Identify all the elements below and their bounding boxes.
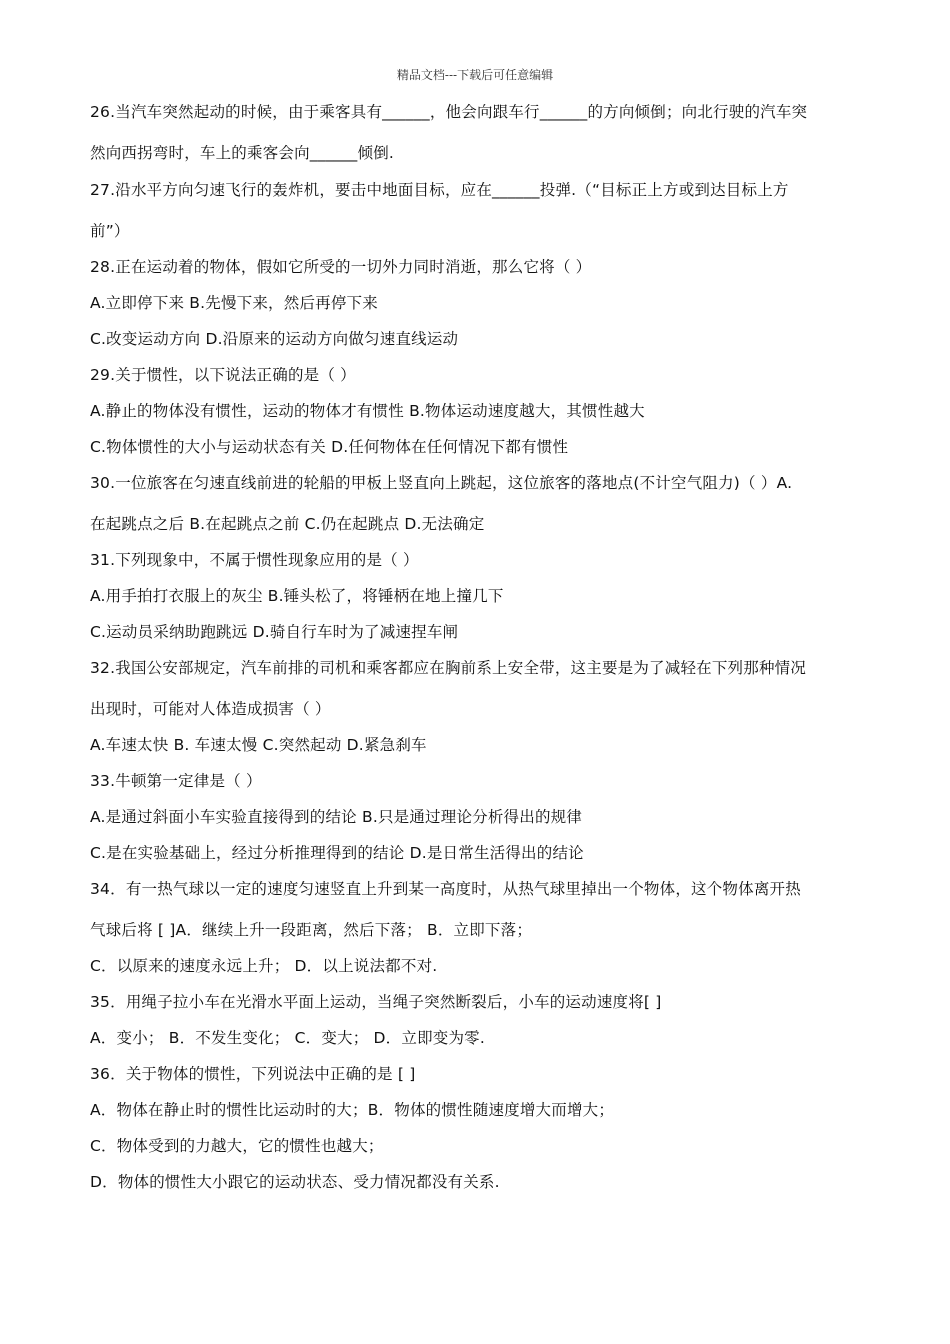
text-line-q31-options-ab: A.用手拍打衣服上的灰尘 B.锤头松了，将锤柄在地上撞几下 (90, 587, 504, 605)
text-line-q33: 33.牛顿第一定律是（ ） (90, 772, 262, 790)
text-line-q36-option-c: C．物体受到的力越大，它的惯性也越大； (90, 1137, 384, 1155)
text-line-q26-2: 然向西拐弯时，车上的乘客会向______倾倒. (90, 144, 395, 162)
text-line-q29-options-ab: A.静止的物体没有惯性，运动的物体才有惯性 B.物体运动速度越大，其惯性越大 (90, 402, 645, 420)
text-line-q29: 29.关于惯性，以下说法正确的是（ ） (90, 366, 356, 384)
text-line-q27-2: 前”） (90, 222, 130, 240)
text-line-q31: 31.下列现象中，不属于惯性现象应用的是（ ） (90, 551, 419, 569)
text-line-q33-options-ab: A.是通过斜面小车实验直接得到的结论 B.只是通过理论分析得出的规律 (90, 808, 583, 826)
text-line-q33-options-cd: C.是在实验基础上，经过分析推理得到的结论 D.是日常生活得出的结论 (90, 844, 584, 862)
text-line-q34-options-cd: C．以原来的速度永远上升； D．以上说法都不对. (90, 957, 438, 975)
text-line-q28-options-ab: A.立即停下来 B.先慢下来，然后再停下来 (90, 294, 378, 312)
text-line-q27-1: 27.沿水平方向匀速飞行的轰炸机，要击中地面目标，应在______投弹.（“目标正上方或到达目标上方 (90, 181, 789, 199)
text-line-q28-options-cd: C.改变运动方向 D.沿原来的运动方向做匀速直线运动 (90, 330, 459, 348)
text-line-q30-1: 30.一位旅客在匀速直线前进的轮船的甲板上竖直向上跳起，这位旅客的落地点(不计空气阻力)（ ）A. (90, 474, 793, 492)
text-line-q35: 35．用绳子拉小车在光滑水平面上运动，当绳子突然断裂后，小车的运动速度将[ ] (90, 993, 662, 1011)
text-line-q36-options-ab: A．物体在静止时的惯性比运动时的大；B．物体的惯性随速度增大而增大； (90, 1101, 615, 1119)
text-line-q35-options: A．变小； B．不发生变化； C．变大； D．立即变为零. (90, 1029, 486, 1047)
text-line-q31-options-cd: C.运动员采纳助跑跳远 D.骑自行车时为了减速捏车闸 (90, 623, 459, 641)
text-line-q32-2: 出现时，可能对人体造成损害（ ） (90, 700, 331, 718)
text-line-q32-1: 32.我国公安部规定，汽车前排的司机和乘客都应在胸前系上安全带，这主要是为了减轻在下列那种情况 (90, 659, 807, 677)
text-line-q36-option-d: D．物体的惯性大小跟它的运动状态、受力情况都没有关系. (90, 1173, 500, 1191)
page-header: 精品文档---下载后可任意编辑 (396, 68, 554, 82)
text-line-q36: 36．关于物体的惯性，下列说法中正确的是 [ ] (90, 1065, 416, 1083)
text-line-q26-1: 26.当汽车突然起动的时候，由于乘客具有______，他会向跟车行______的方向倾倒；向北行驶的汽车突 (90, 103, 808, 121)
text-line-q32-options: A.车速太快 B. 车速太慢 C.突然起动 D.紧急刹车 (90, 736, 427, 754)
text-line-q28: 28.正在运动着的物体，假如它所受的一切外力同时消逝，那么它将（ ） (90, 258, 592, 276)
text-line-q30-2: 在起跳点之后 B.在起跳点之前 C.仍在起跳点 D.无法确定 (90, 515, 485, 533)
text-line-q34-2: 气球后将 [ ]A．继续上升一段距离，然后下落； B．立即下落； (90, 921, 533, 939)
text-line-q29-options-cd: C.物体惯性的大小与运动状态有关 D.任何物体在任何情况下都有惯性 (90, 438, 569, 456)
text-line-q34-1: 34．有一热气球以一定的速度匀速竖直上升到某一高度时，从热气球里掉出一个物体，这个物体离开热 (90, 880, 801, 898)
